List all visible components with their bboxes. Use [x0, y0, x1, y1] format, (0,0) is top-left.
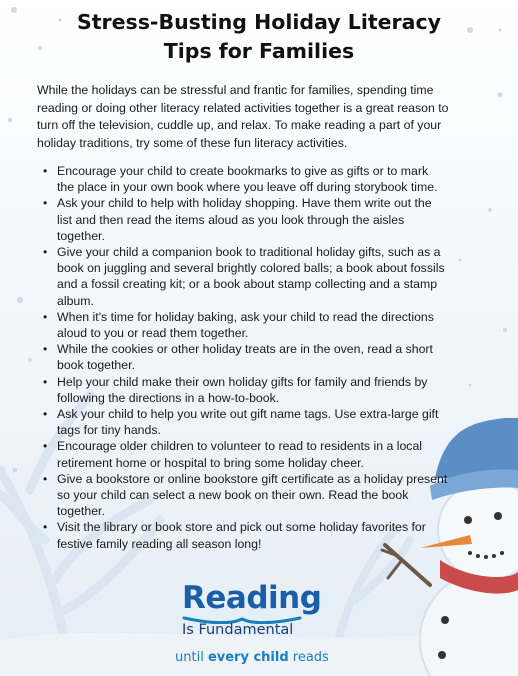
logo-tagline: until every child reads — [175, 650, 329, 665]
tips-list — [43, 163, 448, 552]
list-item: • Encourage older children to volunteer to read to residents in a local retirement home or hospital to bring some holiday cheer. — [43, 438, 448, 470]
title-line-1: Stress-Busting Holiday Literacy — [76, 10, 442, 34]
list-item: • While the cookies or other holiday treats are in the oven, read a short book together. — [43, 341, 448, 373]
list-item: • Give a bookstore or online bookstore gift certificate as a holiday present so your child can select a new book on their own. Read the book together. — [43, 471, 448, 520]
page-title — [0, 8, 518, 66]
logo-word-reading: Reading — [182, 580, 322, 616]
list-item: • Ask your child to help with holiday shopping. Have them write out the list and then read the items aloud as you look through the aisles together. — [43, 195, 448, 244]
list-item: • Ask your child to help you write out gift name tags. Use extra-large gift tags for tiny hands. — [43, 406, 448, 438]
logo-word-fundamental: Is Fundamental — [182, 622, 294, 638]
list-item: • Encourage your child to create bookmarks to give as gifts or to mark the place in your own book where you leave off during storybook time. — [43, 163, 448, 195]
rif-logo — [160, 580, 350, 670]
list-item: • When it's time for holiday baking, ask your child to read the directions aloud to you or read them together. — [43, 309, 448, 341]
list-item: • Help your child make their own holiday gifts for family and friends by following the directions in a how-to-book. — [43, 374, 448, 406]
list-item: • Give your child a companion book to traditional holiday gifts, such as a book on juggling and several brightly colored balls; a book about fossils and a fossil creating kit; or a book about stamp collecting and a stamp album. — [43, 244, 448, 309]
list-item: • Visit the library or book store and pick out some holiday favorites for festive family reading all season long! — [43, 519, 448, 551]
intro-paragraph: While the holidays can be stressful and frantic for families, spending time reading or doing other literacy related activities together is a great reason to turn off the television, cuddle up, and relax. To make reading a part of your holiday traditions, try some of these fun literacy activities. — [37, 83, 449, 151]
title-line-2: Tips for Families — [163, 39, 355, 63]
